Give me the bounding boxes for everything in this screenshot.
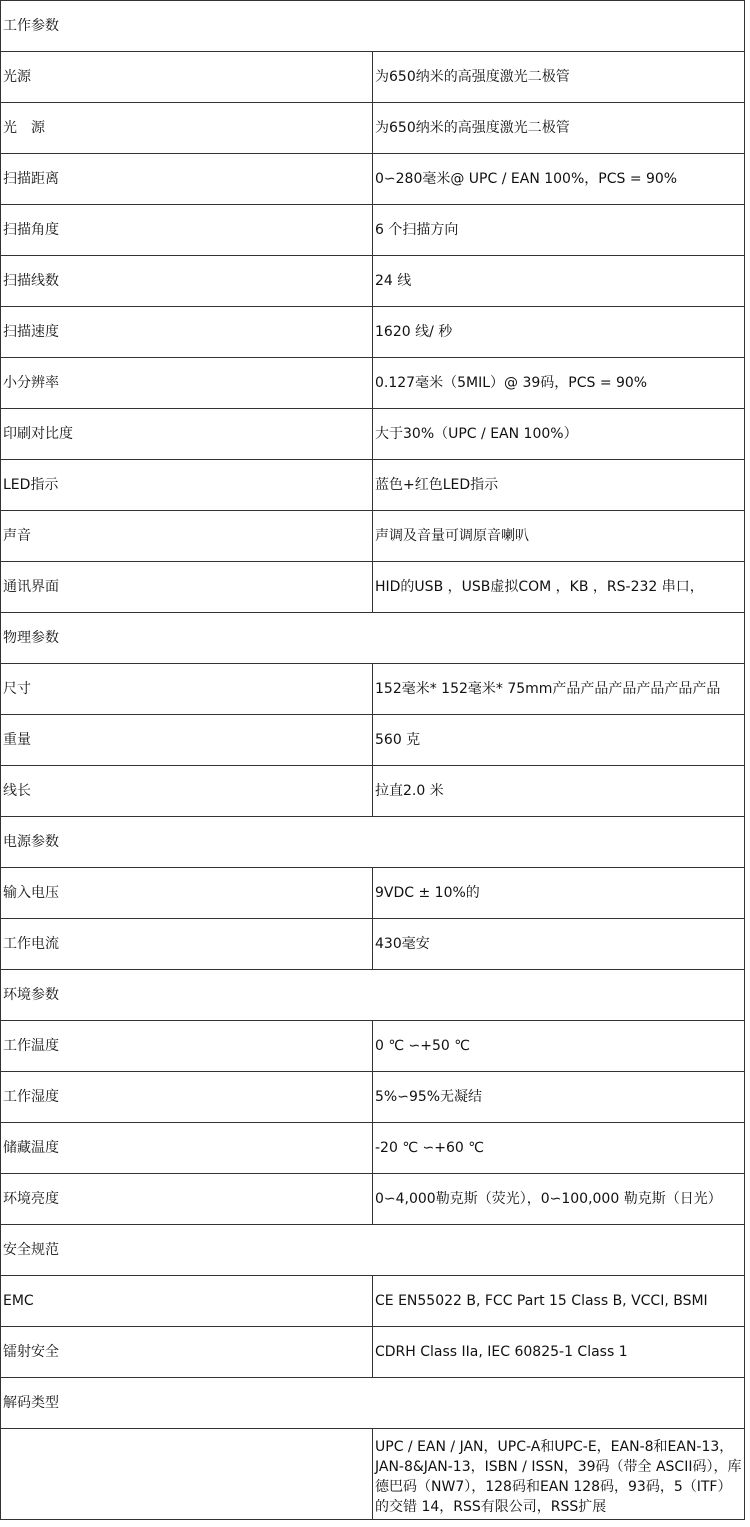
spec-value: 为650纳米的高强度激光二极管	[373, 52, 745, 103]
spec-table-body	[1, 1, 745, 1520]
section-header-row	[1, 1225, 745, 1276]
spec-label: LED指示	[1, 460, 373, 511]
spec-row	[1, 1327, 745, 1378]
spec-row	[1, 919, 745, 970]
spec-label: 小分辨率	[1, 358, 373, 409]
spec-label: 尺寸	[1, 664, 373, 715]
spec-label: 声音	[1, 511, 373, 562]
spec-row	[1, 664, 745, 715]
spec-row	[1, 511, 745, 562]
section-title: 物理参数	[1, 613, 745, 664]
spec-label: 光源	[1, 52, 373, 103]
spec-row	[1, 1174, 745, 1225]
spec-value: 5%∽95%无凝结	[373, 1072, 745, 1123]
spec-value: 蓝色+红色LED指示	[373, 460, 745, 511]
spec-row	[1, 766, 745, 817]
spec-row	[1, 1021, 745, 1072]
spec-value: 0∽4,000勒克斯（荧光），0∽100,000 勒克斯（日光）	[373, 1174, 745, 1225]
spec-value: 9VDC ± 10%的	[373, 868, 745, 919]
spec-row	[1, 205, 745, 256]
spec-row	[1, 154, 745, 205]
spec-value: 声调及音量可调原音喇叭	[373, 511, 745, 562]
spec-value: 24 线	[373, 256, 745, 307]
spec-label: 线长	[1, 766, 373, 817]
section-title: 解码类型	[1, 1378, 745, 1429]
section-header-row	[1, 613, 745, 664]
spec-label: 工作湿度	[1, 1072, 373, 1123]
spec-label: 扫描线数	[1, 256, 373, 307]
spec-value: 大于30%（UPC / EAN 100%）	[373, 409, 745, 460]
spec-value: -20 ℃ ∽+60 ℃	[373, 1123, 745, 1174]
spec-value: 1620 线/ 秒	[373, 307, 745, 358]
spec-label: 储藏温度	[1, 1123, 373, 1174]
spec-row	[1, 868, 745, 919]
spec-label: 扫描速度	[1, 307, 373, 358]
spec-label: 工作电流	[1, 919, 373, 970]
spec-label: 扫描距离	[1, 154, 373, 205]
spec-label: 环境亮度	[1, 1174, 373, 1225]
section-header-row	[1, 1, 745, 52]
spec-label: 扫描角度	[1, 205, 373, 256]
spec-row	[1, 256, 745, 307]
spec-label: 印刷对比度	[1, 409, 373, 460]
spec-label: 重量	[1, 715, 373, 766]
spec-value: CE EN55022 B, FCC Part 15 Class B, VCCI, BSMI	[373, 1276, 745, 1327]
spec-row	[1, 1276, 745, 1327]
spec-value: HID的USB ，USB虚拟COM ，KB ，RS-232 串口，	[373, 562, 745, 613]
spec-label	[1, 1429, 373, 1520]
spec-row	[1, 1123, 745, 1174]
section-header-row	[1, 817, 745, 868]
section-header-row	[1, 970, 745, 1021]
spec-label: 输入电压	[1, 868, 373, 919]
spec-row	[1, 715, 745, 766]
spec-value: 0∽280毫米@ UPC / EAN 100%，PCS = 90%	[373, 154, 745, 205]
section-title: 安全规范	[1, 1225, 745, 1276]
section-header-row	[1, 1378, 745, 1429]
spec-value: 0 ℃ ∽+50 ℃	[373, 1021, 745, 1072]
spec-value: 152毫米* 152毫米* 75mm产品产品产品产品产品产品	[373, 664, 745, 715]
spec-value: 0.127毫米（5MIL）@ 39码，PCS = 90%	[373, 358, 745, 409]
spec-value: UPC / EAN / JAN，UPC-A和UPC-E，EAN-8和EAN-13，JAN-8&JAN-13，ISBN / ISSN，39码（带全 ASCII码），库德巴码（NW7），128码和EAN 128码，93码，5（ITF）的交错 14，RSS有限公司，RSS扩展	[373, 1429, 745, 1520]
spec-label: 工作温度	[1, 1021, 373, 1072]
spec-value: 430毫安	[373, 919, 745, 970]
spec-value: 6 个扫描方向	[373, 205, 745, 256]
spec-label: 光 源	[1, 103, 373, 154]
spec-row	[1, 103, 745, 154]
spec-row	[1, 460, 745, 511]
spec-value: CDRH Class IIa, IEC 60825-1 Class 1	[373, 1327, 745, 1378]
spec-value: 为650纳米的高强度激光二极管	[373, 103, 745, 154]
spec-row	[1, 1429, 745, 1520]
spec-label: EMC	[1, 1276, 373, 1327]
section-title: 电源参数	[1, 817, 745, 868]
spec-row	[1, 52, 745, 103]
spec-label: 通讯界面	[1, 562, 373, 613]
spec-row	[1, 307, 745, 358]
spec-row	[1, 1072, 745, 1123]
spec-value: 560 克	[373, 715, 745, 766]
section-title: 工作参数	[1, 1, 745, 52]
spec-label: 镭射安全	[1, 1327, 373, 1378]
spec-row	[1, 358, 745, 409]
section-title: 环境参数	[1, 970, 745, 1021]
spec-row	[1, 409, 745, 460]
spec-row	[1, 562, 745, 613]
spec-value: 拉直2.0 米	[373, 766, 745, 817]
